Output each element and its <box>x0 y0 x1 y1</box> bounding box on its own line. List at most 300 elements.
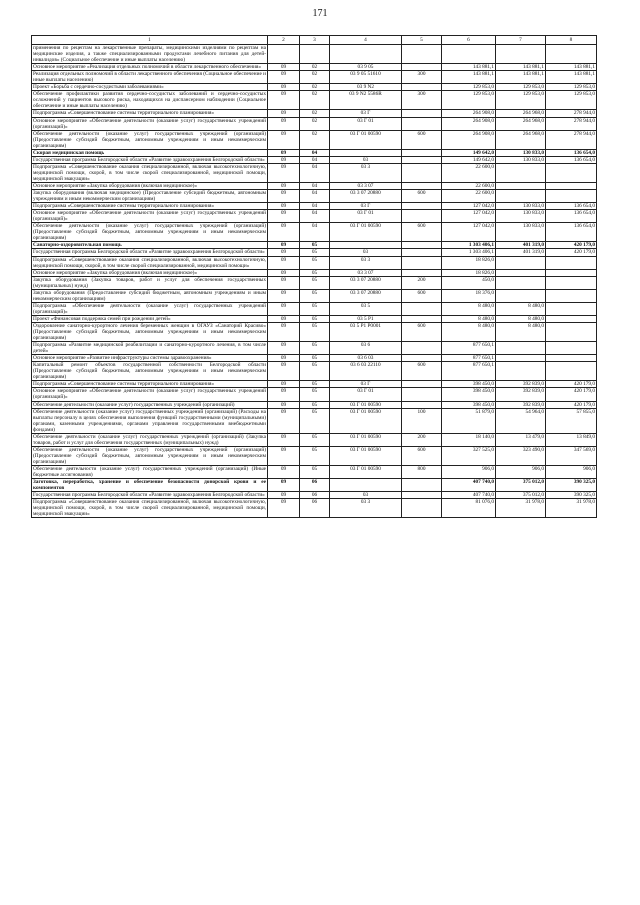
table-row <box>32 163 597 182</box>
subsection-code: 04 <box>300 223 330 242</box>
row-name: Подпрограмма «Совершенствование оказания специализированной, включая высокотехнологичную, медицинской помощи, скорой, в том числе скорой специализированной, медицинской помощи» <box>33 256 266 269</box>
amount-year-2 <box>496 45 546 64</box>
table-row <box>32 45 597 64</box>
section-code: 09 <box>268 388 300 401</box>
expense-type-code <box>402 342 442 355</box>
amount-year-3: 347 569,0 <box>546 446 597 465</box>
row-name: Капитальный ремонт объектов государственной собственности Белгородской области (Предоставление субсидий бюджетным, автономным учреждениям и иным некоммерческим организациям) <box>33 362 266 381</box>
amount-year-3 <box>546 276 597 289</box>
page-number: 171 <box>312 8 328 19</box>
row-name: Государственная программа Белгородской области «Развитие здравоохранения Белгородской области» <box>32 492 268 499</box>
amount-year-1: 18 140,0 <box>442 433 496 446</box>
subsection-code: 04 <box>300 210 330 223</box>
target-article-code: 03 3 07 <box>330 182 402 189</box>
amount-year-3: 278 944,0 <box>546 110 597 117</box>
amount-year-2: 8 480,0 <box>496 322 546 341</box>
expense-type-code <box>402 149 442 156</box>
expense-type-code: 300 <box>402 91 442 110</box>
table-row <box>32 289 597 302</box>
amount-year-2: 130 833,0 <box>496 210 546 223</box>
target-article-code: 03 9 N2 5586R <box>330 91 402 110</box>
amount-year-1: 877 650,1 <box>442 342 496 355</box>
table-row <box>32 302 597 315</box>
amount-year-1: 407 740,0 <box>442 492 496 499</box>
amount-year-2 <box>496 276 546 289</box>
amount-year-2: 323 490,0 <box>496 446 546 465</box>
expense-type-code <box>402 315 442 322</box>
row-name: Основное мероприятие «Обеспечение деятельности (оказание услуг) государственных учреждений (организаций)» <box>33 117 266 130</box>
amount-year-1: 127 042,0 <box>442 203 496 210</box>
table-row <box>32 276 597 289</box>
amount-year-2: 31 978,0 <box>496 499 546 518</box>
expense-type-code: 100 <box>402 408 442 433</box>
subsection-code: 05 <box>300 466 330 479</box>
table-row <box>32 149 597 156</box>
amount-year-2 <box>496 289 546 302</box>
budget-table <box>31 35 597 518</box>
amount-year-2: 130 833,0 <box>496 149 546 156</box>
subsection-code: 05 <box>300 342 330 355</box>
expense-type-code: 600 <box>402 130 442 149</box>
amount-year-2: 130 833,0 <box>496 156 546 163</box>
amount-year-1: 127 042,0 <box>442 210 496 223</box>
amount-year-3: 143 881,1 <box>546 71 597 84</box>
target-article-code: 03 3 <box>330 163 402 182</box>
table-row <box>32 322 597 341</box>
row-name: Подпрограмма «Обеспечение деятельности (оказание услуг) государственных учреждений (организаций)» <box>33 302 266 315</box>
amount-year-1: 51 879,0 <box>442 408 496 433</box>
table-row <box>32 156 597 163</box>
column-header: 1 <box>32 36 268 45</box>
amount-year-2 <box>496 163 546 182</box>
amount-year-1: 81 076,0 <box>442 499 496 518</box>
amount-year-2: 130 833,0 <box>496 223 546 242</box>
section-code: 09 <box>268 203 300 210</box>
subsection-code <box>300 45 330 64</box>
amount-year-3: 390 325,0 <box>546 479 597 492</box>
target-article-code: 03 Г 01 00590 <box>330 408 402 433</box>
table-row <box>32 203 597 210</box>
section-code: 09 <box>268 342 300 355</box>
target-article-code: 03 9 N2 <box>330 84 402 91</box>
amount-year-1: 22 600,0 <box>442 163 496 182</box>
row-name: Закупка оборудования (включая медицинское) (Предоставление субсидий бюджетным, автономным учреждениям и иным некоммерческим организациям) <box>33 190 266 203</box>
expense-type-code: 600 <box>402 362 442 381</box>
table-row <box>32 249 597 256</box>
amount-year-3 <box>546 302 597 315</box>
table-row <box>32 499 597 518</box>
table-row <box>32 388 597 401</box>
row-name: Обеспечение деятельности (оказание услуг) государственных учреждений (организаций) (Предоставление субсидий бюджетным, автономным учреждениям и иным некоммерческим организациям) <box>33 223 266 242</box>
section-code: 09 <box>268 149 300 156</box>
target-article-code: 03 9 05 51610 <box>330 71 402 84</box>
section-code: 09 <box>268 182 300 189</box>
subsection-code: 04 <box>300 203 330 210</box>
section-code: 09 <box>268 256 300 269</box>
amount-year-2 <box>496 342 546 355</box>
column-header: 8 <box>546 36 597 45</box>
row-name: Подпрограмма «Совершенствование системы территориального планирования» <box>32 203 268 210</box>
expense-type-code <box>402 479 442 492</box>
row-name: Обеспечение деятельности (оказание услуг) государственных учреждений (организаций) (Иные бюджетные ассигнования) <box>33 466 266 479</box>
section-code: 09 <box>268 362 300 381</box>
subsection-code: 05 <box>300 433 330 446</box>
section-code: 09 <box>268 499 300 518</box>
target-article-code: 03 5 <box>330 302 402 315</box>
row-name: Проект «Финансовая поддержка семей при рождении детей» <box>32 315 268 322</box>
target-article-code: 03 3 07 20880 <box>330 276 402 289</box>
table-row <box>32 315 597 322</box>
expense-type-code <box>402 492 442 499</box>
expense-type-code <box>402 117 442 130</box>
amount-year-1: 264 908,0 <box>442 110 496 117</box>
amount-year-3: 390 325,0 <box>546 492 597 499</box>
amount-year-1: 18 826,0 <box>442 269 496 276</box>
row-name: Санаторно-оздоровительная помощь <box>32 242 268 249</box>
amount-year-3: 906,0 <box>546 466 597 479</box>
section-code <box>268 45 300 64</box>
table-row <box>32 342 597 355</box>
row-name: Основное мероприятие «Обеспечение деятельности (оказание услуг) государственных учреждений (организаций)» <box>33 388 266 401</box>
amount-year-2: 392 839,0 <box>496 381 546 388</box>
amount-year-2: 13 479,0 <box>496 433 546 446</box>
column-header: 4 <box>330 36 402 45</box>
amount-year-3: 31 978,0 <box>546 499 597 518</box>
amount-year-2: 143 881,1 <box>496 64 546 71</box>
amount-year-3 <box>546 342 597 355</box>
target-article-code: 03 6 03 <box>330 355 402 362</box>
section-code: 09 <box>268 289 300 302</box>
row-name: применения по рецептам на лекарственные препараты, медицинскими изделиями по рецептам на медицинские изделия, а также специализированными продуктами лечебного питания для детей-инвалидов» (Социальное обеспечение и иные выплаты населению) <box>33 45 266 64</box>
section-code: 09 <box>268 249 300 256</box>
subsection-code: 02 <box>300 71 330 84</box>
amount-year-2: 401 319,0 <box>496 242 546 249</box>
amount-year-1: 8 480,0 <box>442 315 496 322</box>
subsection-code: 04 <box>300 156 330 163</box>
row-name: Обеспечение деятельности (оказание услуг) государственных учреждений (организаций) (Закупка товаров, работ и услуг для обеспечения государственных (муниципальных) нужд) <box>33 433 266 446</box>
table-row <box>32 84 597 91</box>
target-article-code: 03 3 <box>330 499 402 518</box>
section-code: 09 <box>268 381 300 388</box>
section-code: 09 <box>268 163 300 182</box>
table-row <box>32 223 597 242</box>
amount-year-3 <box>546 182 597 189</box>
section-code: 09 <box>268 130 300 149</box>
amount-year-2: 264 968,0 <box>496 117 546 130</box>
section-code: 09 <box>268 408 300 433</box>
expense-type-code: 600 <box>402 322 442 341</box>
amount-year-3: 136 654,0 <box>546 149 597 156</box>
subsection-code: 05 <box>300 388 330 401</box>
amount-year-2: 375 012,0 <box>496 492 546 499</box>
row-name: Основное мероприятие «Закупка оборудования (включая медицинское)» <box>32 182 268 189</box>
section-code: 09 <box>268 91 300 110</box>
row-name: Подпрограмма «Совершенствование оказания специализированной, включая высокотехнологичную, медицинской помощи, скорой, в том числе скорой специализированной, медицинской помощи, медицинской эвакуации» <box>33 499 266 518</box>
subsection-code: 05 <box>300 446 330 465</box>
expense-type-code <box>402 269 442 276</box>
subsection-code: 02 <box>300 130 330 149</box>
amount-year-1: 450,0 <box>442 276 496 289</box>
subsection-code: 05 <box>300 242 330 249</box>
section-code: 09 <box>268 479 300 492</box>
section-code: 09 <box>268 401 300 408</box>
row-name: Основное мероприятие «Закупка оборудования (включая медицинское)» <box>32 269 268 276</box>
table-row <box>32 182 597 189</box>
amount-year-1: 8 480,0 <box>442 302 496 315</box>
section-code: 09 <box>268 117 300 130</box>
target-article-code: 03 Г <box>330 381 402 388</box>
amount-year-3 <box>546 190 597 203</box>
subsection-code: 06 <box>300 479 330 492</box>
column-header: 5 <box>402 36 442 45</box>
subsection-code: 04 <box>300 149 330 156</box>
subsection-code: 05 <box>300 302 330 315</box>
table-row <box>32 433 597 446</box>
amount-year-1: 143 881,1 <box>442 71 496 84</box>
row-name: Обеспечение деятельности (оказание услуг) государственных учреждений (организаций) (Предоставление субсидий бюджетным, автономным учреждениям и иным некоммерческим организациям) <box>33 130 266 149</box>
row-name: Закупка оборудования (Закупка товаров, работ и услуг для обеспечения государственных (муниципальных) нужд) <box>33 276 266 289</box>
expense-type-code: 300 <box>402 71 442 84</box>
amount-year-3: 136 654,0 <box>546 203 597 210</box>
amount-year-2 <box>496 190 546 203</box>
expense-type-code <box>402 381 442 388</box>
amount-year-2: 375 012,0 <box>496 479 546 492</box>
target-article-code: 03 Г 01 00590 <box>330 130 402 149</box>
amount-year-1 <box>442 45 496 64</box>
amount-year-3: 420 179,0 <box>546 249 597 256</box>
table-row <box>32 242 597 249</box>
table-row <box>32 117 597 130</box>
table-row <box>32 408 597 433</box>
row-name: Обеспечение деятельности (оказание услуг) государственных учреждений (организаций) (Расходы на выплаты персоналу в целях обеспечения выполнения функций государственными (муниципальными) органами, казенными учреждениями, органами управления государственными внебюджетными фондами) <box>33 408 266 433</box>
expense-type-code: 600 <box>402 223 442 242</box>
amount-year-3 <box>546 355 597 362</box>
amount-year-1: 127 042,0 <box>442 223 496 242</box>
subsection-code: 04 <box>300 163 330 182</box>
expense-type-code <box>402 110 442 117</box>
amount-year-3 <box>546 163 597 182</box>
amount-year-1: 18 376,0 <box>442 289 496 302</box>
expense-type-code <box>402 156 442 163</box>
target-article-code: 03 Г 01 <box>330 388 402 401</box>
subsection-code: 04 <box>300 182 330 189</box>
amount-year-2: 906,0 <box>496 466 546 479</box>
section-code: 09 <box>268 276 300 289</box>
subsection-code: 02 <box>300 110 330 117</box>
amount-year-3: 129 853,0 <box>546 84 597 91</box>
subsection-code: 05 <box>300 269 330 276</box>
section-code: 09 <box>268 242 300 249</box>
section-code: 09 <box>268 210 300 223</box>
target-article-code: 03 Г 01 00590 <box>330 433 402 446</box>
target-article-code: 03 Г 01 00590 <box>330 223 402 242</box>
amount-year-3: 136 654,0 <box>546 210 597 223</box>
table-row <box>32 362 597 381</box>
amount-year-1: 877 650,1 <box>442 362 496 381</box>
expense-type-code: 200 <box>402 433 442 446</box>
column-header: 6 <box>442 36 496 45</box>
expense-type-code <box>402 163 442 182</box>
amount-year-3: 143 881,1 <box>546 64 597 71</box>
subsection-code: 05 <box>300 256 330 269</box>
target-article-code: 03 <box>330 492 402 499</box>
amount-year-2: 8 480,0 <box>496 302 546 315</box>
section-code: 09 <box>268 315 300 322</box>
target-article-code: 03 Г <box>330 203 402 210</box>
table-row <box>32 190 597 203</box>
amount-year-2: 264 968,0 <box>496 110 546 117</box>
expense-type-code <box>402 210 442 223</box>
target-article-code: 03 Г <box>330 110 402 117</box>
row-name: Закупка оборудования (Предоставление субсидий бюджетным, автономным учреждениям и иным некоммерческим организациям) <box>33 289 266 302</box>
target-article-code: 03 Г 01 00590 <box>330 401 402 408</box>
amount-year-1: 264 908,0 <box>442 117 496 130</box>
subsection-code: 05 <box>300 276 330 289</box>
amount-year-3 <box>546 256 597 269</box>
section-code: 09 <box>268 223 300 242</box>
table-row <box>32 64 597 71</box>
row-name: Обеспечение деятельности (оказание услуг) государственных учреждений (организаций) <box>32 401 268 408</box>
amount-year-3: 136 654,0 <box>546 156 597 163</box>
subsection-code: 02 <box>300 64 330 71</box>
expense-type-code: 200 <box>402 276 442 289</box>
row-name: Обеспечение деятельности (оказание услуг) государственных учреждений (организаций) (Предоставление субсидий бюджетным, автономным учреждениям и иным некоммерческим организациям) <box>33 446 266 465</box>
target-article-code: 03 6 <box>330 342 402 355</box>
row-name: Подпрограмма «Совершенствование оказания специализированной, включая высокотехнологичную, медицинской помощи, скорой, в том числе скорой специализированной, медицинской помощи, медицинской эвакуации» <box>33 163 266 182</box>
amount-year-3: 57 855,0 <box>546 408 597 433</box>
row-name: Государственная программа Белгородской области «Развитие здравоохранения Белгородской области» <box>32 249 268 256</box>
amount-year-1: 129 853,0 <box>442 91 496 110</box>
subsection-code: 05 <box>300 322 330 341</box>
amount-year-3: 13 849,0 <box>546 433 597 446</box>
amount-year-2 <box>496 355 546 362</box>
amount-year-2: 54 964,0 <box>496 408 546 433</box>
amount-year-3: 278 944,0 <box>546 117 597 130</box>
expense-type-code: 600 <box>402 446 442 465</box>
target-article-code: 03 <box>330 156 402 163</box>
amount-year-1: 398 450,0 <box>442 388 496 401</box>
target-article-code: 03 5 P1 <box>330 315 402 322</box>
table-header-row <box>32 36 597 45</box>
target-article-code: 03 Г 01 00590 <box>330 446 402 465</box>
amount-year-2: 130 833,0 <box>496 203 546 210</box>
subsection-code: 05 <box>300 249 330 256</box>
amount-year-2: 401 319,0 <box>496 249 546 256</box>
section-code: 09 <box>268 84 300 91</box>
table-row <box>32 110 597 117</box>
expense-type-code: 600 <box>402 289 442 302</box>
amount-year-3 <box>546 362 597 381</box>
expense-type-code <box>402 401 442 408</box>
table-row <box>32 91 597 110</box>
row-name: Подпрограмма «Совершенствование системы территориального планирования» <box>32 381 268 388</box>
target-article-code: 03 <box>330 249 402 256</box>
target-article-code: 03 3 07 20880 <box>330 190 402 203</box>
expense-type-code <box>402 84 442 91</box>
target-article-code: 03 Г 01 <box>330 117 402 130</box>
subsection-code: 05 <box>300 362 330 381</box>
amount-year-3 <box>546 45 597 64</box>
section-code: 09 <box>268 322 300 341</box>
amount-year-3: 420 179,0 <box>546 388 597 401</box>
section-code: 09 <box>268 110 300 117</box>
target-article-code: 03 Г 01 <box>330 210 402 223</box>
subsection-code: 02 <box>300 91 330 110</box>
amount-year-2: 392 839,0 <box>496 401 546 408</box>
table-row <box>32 71 597 84</box>
column-header: 3 <box>300 36 330 45</box>
table-row <box>32 401 597 408</box>
section-code: 09 <box>268 446 300 465</box>
section-code: 09 <box>268 302 300 315</box>
target-article-code <box>330 242 402 249</box>
target-article-code: 03 5 P1 P0001 <box>330 322 402 341</box>
target-article-code: 03 Г 01 00590 <box>330 466 402 479</box>
amount-year-1: 398 450,0 <box>442 401 496 408</box>
amount-year-2 <box>496 269 546 276</box>
table-row <box>32 381 597 388</box>
table-row <box>32 355 597 362</box>
table-row <box>32 269 597 276</box>
target-article-code: 03 9 05 <box>330 64 402 71</box>
column-header: 2 <box>268 36 300 45</box>
amount-year-3: 420 179,0 <box>546 242 597 249</box>
amount-year-2 <box>496 182 546 189</box>
subsection-code: 05 <box>300 401 330 408</box>
amount-year-2 <box>496 256 546 269</box>
row-name: Подпрограмма «Развитие медицинской реабилитации и санаторно-курортного лечения, в том числе детей» <box>33 342 266 355</box>
subsection-code: 05 <box>300 315 330 322</box>
target-article-code <box>330 149 402 156</box>
target-article-code: 03 6 03 22110 <box>330 362 402 381</box>
expense-type-code: 600 <box>402 190 442 203</box>
table-row <box>32 446 597 465</box>
expense-type-code <box>402 45 442 64</box>
target-article-code <box>330 45 402 64</box>
column-header: 7 <box>496 36 546 45</box>
row-name: Проект «Борьба с сердечно-сосудистыми заболеваниями» <box>32 84 268 91</box>
expense-type-code <box>402 249 442 256</box>
amount-year-2: 129 853,0 <box>496 91 546 110</box>
expense-type-code <box>402 256 442 269</box>
subsection-code: 06 <box>300 499 330 518</box>
expense-type-code <box>402 203 442 210</box>
amount-year-2: 129 853,0 <box>496 84 546 91</box>
amount-year-1: 398 450,0 <box>442 381 496 388</box>
amount-year-1: 407 740,0 <box>442 479 496 492</box>
amount-year-3: 420 179,0 <box>546 401 597 408</box>
subsection-code: 04 <box>300 190 330 203</box>
section-code: 09 <box>268 64 300 71</box>
section-code: 09 <box>268 156 300 163</box>
table-row <box>32 479 597 492</box>
section-code: 09 <box>268 71 300 84</box>
subsection-code: 02 <box>300 84 330 91</box>
row-name: Скорая медицинская помощь <box>32 149 268 156</box>
amount-year-1: 22 600,0 <box>442 182 496 189</box>
amount-year-3: 129 853,0 <box>546 91 597 110</box>
section-code: 09 <box>268 190 300 203</box>
section-code: 09 <box>268 466 300 479</box>
subsection-code: 05 <box>300 355 330 362</box>
row-name: Основное мероприятие «Обеспечение деятельности (оказание услуг) государственных учреждений (организаций)» <box>33 210 266 223</box>
amount-year-3: 420 179,0 <box>546 381 597 388</box>
amount-year-3: 278 944,0 <box>546 130 597 149</box>
amount-year-1: 327 525,0 <box>442 446 496 465</box>
section-code: 09 <box>268 492 300 499</box>
amount-year-1: 149 642,0 <box>442 156 496 163</box>
expense-type-code: 800 <box>402 466 442 479</box>
